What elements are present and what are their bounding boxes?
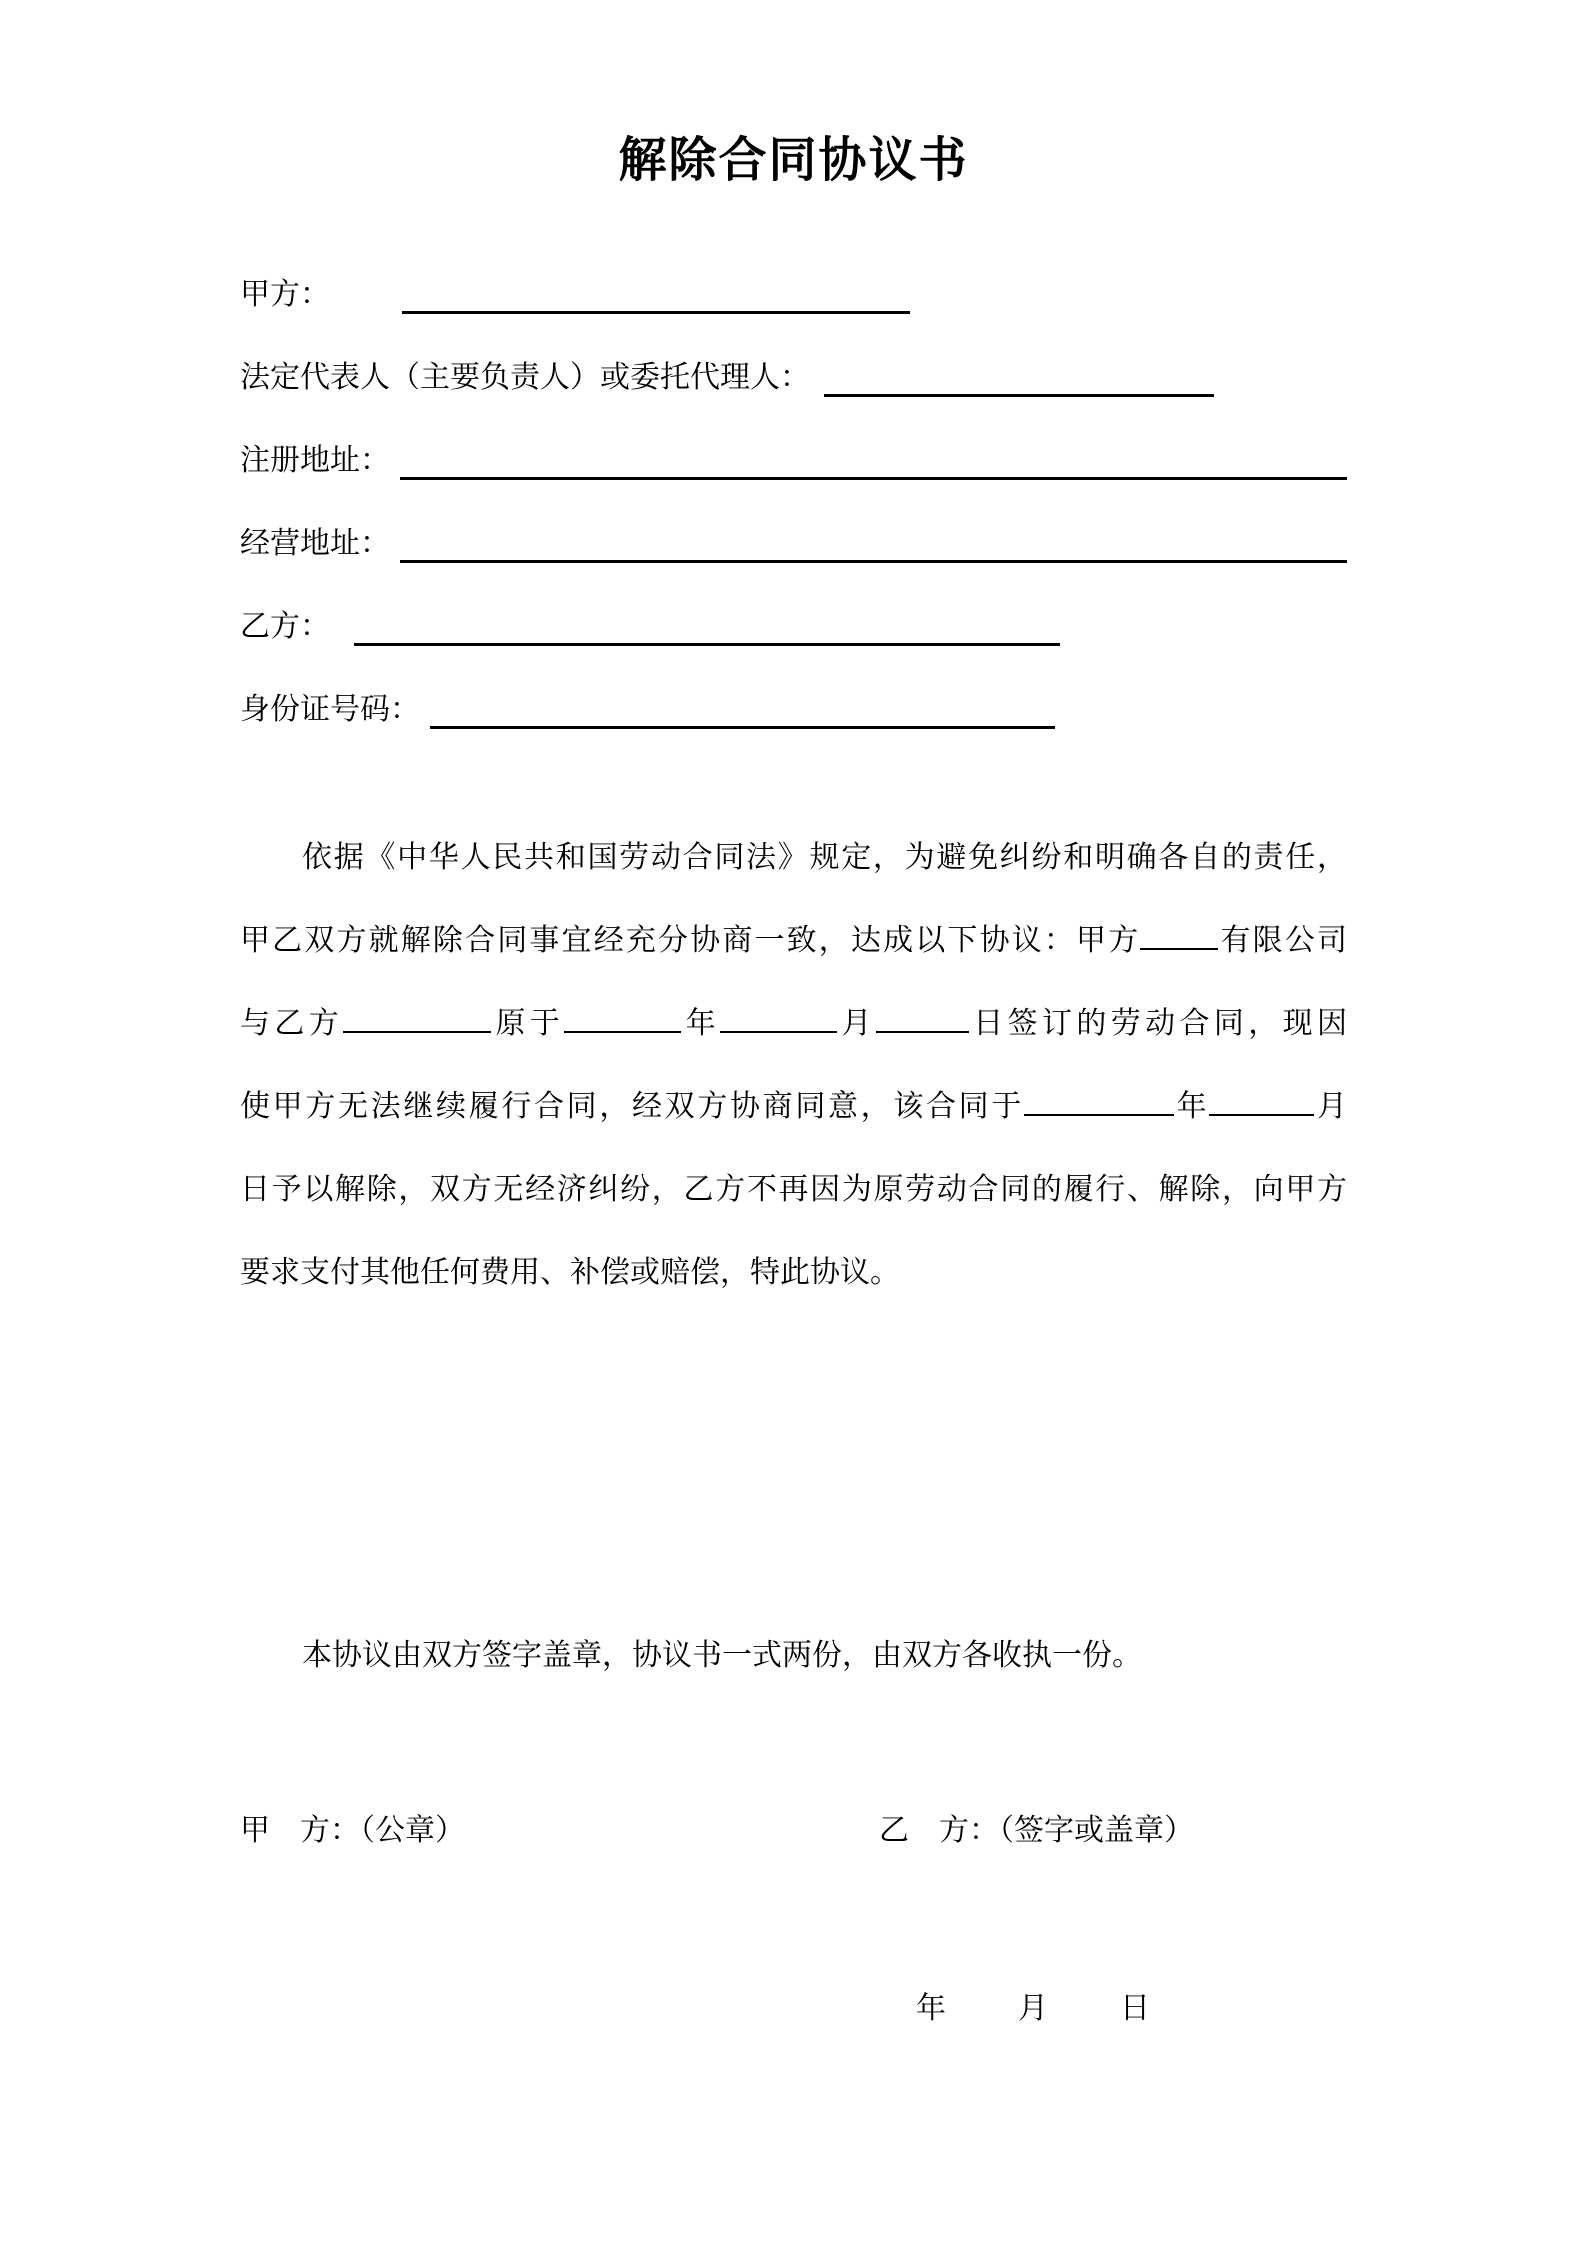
signature-row: [240, 1809, 1347, 1853]
date-day-label: 日: [1120, 1992, 1150, 2025]
field-line: [240, 442, 1347, 480]
body-text-segment: 年: [681, 1007, 721, 1040]
body-text-segment: 甲乙双方就解除合同事宜经充分协商一致，达成以下协议：甲方: [240, 924, 1141, 957]
body-text-line: [240, 1148, 1347, 1231]
date-line: [240, 1987, 1347, 2031]
inline-blank-line: [720, 1003, 837, 1033]
body-text-segment: 使甲方无法继续履行合同，经双方协商同意，该合同于: [240, 1090, 1024, 1123]
body-text-segment: 年: [1174, 1090, 1210, 1123]
body-text-segment: 月: [837, 1007, 876, 1040]
date-year-label: 年: [916, 1992, 946, 2025]
body-text-line: [240, 982, 1347, 1065]
body-paragraph: [240, 816, 1347, 1314]
field-label: 注册地址：: [240, 444, 390, 477]
body-text-line: [240, 899, 1347, 982]
form-field-row: [240, 691, 1347, 774]
inline-blank-line: [1024, 1086, 1174, 1116]
closing-paragraph: 本协议由双方签字盖章，协议书一式两份，由双方各收执一份。: [302, 1639, 1142, 1672]
body-text-segment: 日予以解除，双方无经济纠纷，乙方不再因为原劳动合同的履行、解除，向甲方: [240, 1173, 1347, 1206]
field-blank-line: [400, 527, 1347, 563]
party-a-signature-label: 甲 方：（公章）: [240, 1814, 465, 1847]
party-b-signature-label: 乙 方：（签字或盖章）: [879, 1814, 1194, 1847]
form-field-row: [240, 442, 1347, 525]
field-blank-line: [824, 361, 1214, 397]
form-field-row: [240, 608, 1347, 691]
field-blank-line: [354, 610, 1060, 646]
body-text-segment: 月: [1314, 1090, 1348, 1123]
inline-blank-line: [876, 1003, 969, 1033]
field-blank-line: [430, 693, 1055, 729]
date-month-label: 月: [1018, 1992, 1048, 2025]
field-line: [240, 525, 1347, 563]
field-blank-line: [400, 444, 1347, 480]
body-text-line: [240, 816, 1347, 899]
inline-blank-line: [343, 1003, 491, 1033]
field-label: 身份证号码：: [240, 693, 420, 726]
inline-blank-line: [564, 1003, 681, 1033]
body-text-segment: 与乙方: [240, 1007, 344, 1040]
body-text-segment: 依据《中华人民共和国劳动合同法》规定，为避免纠纷和明确各自的责任，: [302, 841, 1347, 874]
field-line: [240, 276, 910, 314]
form-field-row: [240, 525, 1347, 608]
body-text-line: [240, 1065, 1347, 1148]
field-blank-line: [402, 278, 910, 314]
field-label: 法定代表人（主要负责人）或委托代理人：: [240, 361, 810, 394]
body-text-segment: 日签订的劳动合同，现因: [968, 1007, 1348, 1040]
field-label: 甲方：: [240, 278, 330, 311]
inline-blank-line: [1140, 920, 1218, 950]
body-text-segment: 要求支付其他任何费用、补偿或赔偿，特此协议。: [240, 1256, 900, 1289]
document-title: 解除合同协议书: [618, 134, 969, 187]
inline-blank-line: [1209, 1086, 1314, 1116]
field-label: 经营地址：: [240, 527, 390, 560]
form-field-row: [240, 276, 1347, 359]
body-text-segment: 原于: [491, 1007, 565, 1040]
form-field-row: [240, 359, 1347, 442]
form-fields-section: [240, 276, 1347, 774]
field-line: [240, 608, 1060, 646]
body-text-segment: 有限公司: [1218, 924, 1347, 957]
body-text-line: [240, 1231, 1347, 1314]
field-label: 乙方：: [240, 610, 330, 643]
field-line: [240, 691, 1055, 729]
field-line: [240, 359, 1214, 397]
